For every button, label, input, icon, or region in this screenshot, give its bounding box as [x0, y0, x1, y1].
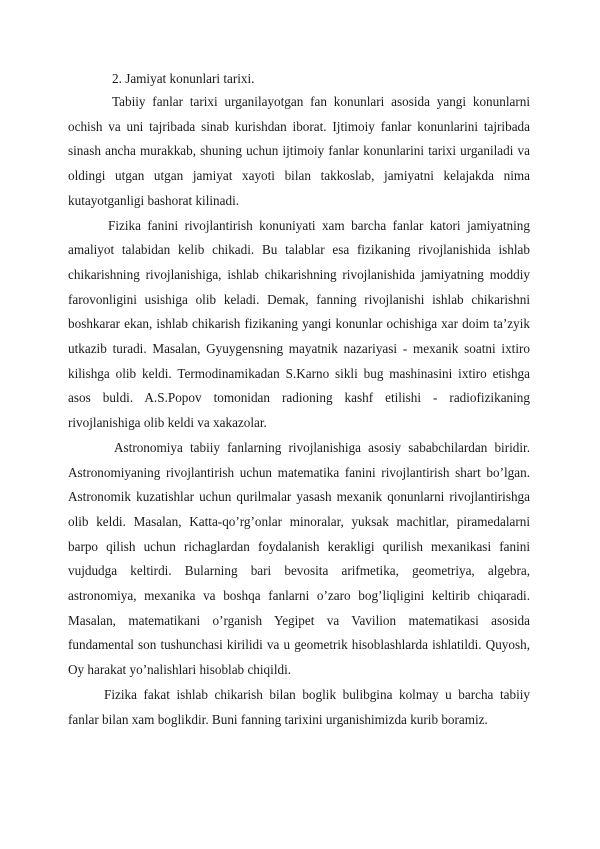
document-page	[68, 68, 530, 732]
paragraph-physics-development: Fizika fanini rivojlantirish konuniyati xam barcha fanlar katori jamiyatning amaliyot talabidan kelib chikadi. Bu talablar esa fizikaning rivojlanishida ishlab chikarishning rivojlanishiga, ishlab chikarishning rivojlanishida jamiyatning moddiy farovonligini usishiga olib keladi. Demak, fanning rivojlanishi ishlab chikarishni boshkarar ekan, ishlab chikarish fizikaning yangi konunlar ochishiga xar doim ta’zyik utkazib turadi. Masalan, Gyuygensning mayatnik nazariyasi - mexanik soatni ixtiro kilishga olib keldi. Termodinamikadan S.Karno sikli bug mashinasini ixtiro etishga asos buldi. A.S.Popov tomonidan radioning kashf etilishi - radiofizikaning rivojlanishiga olib keldi va xakazolar.	[68, 217, 530, 431]
paragraph-astronomy: Astronomiya tabiiy fanlarning rivojlanishiga asosiy sababchilardan biridir. Astronomiyaning rivojlantirish uchun matematika fanini rivojlantirish shart bo’lgan. Astronomik kuzatishlar uchun qurilmalar yasash mexanik qonunlarni rivojlantirishga olib keldi. Masalan, Katta-qo’rg’onlar minoralar, yuksak machitlar, piramedalarni barpo qilish uchun richaglardan foydalanish kerakligi qurilish mexanikasi fanini vujdudga keltirdi. Bularning bari bevosita arifmetika, geometriya, algebra, astronomiya, mexanika va boshqa fanlarni o’zaro bog’liqligini keltirib chiqaradi. Masalan, matematikani o’rganish Yegipet va Vavilion matematikasi asosida fundamental son tushunchasi kirilidi va u geometrik hisoblashlarda ishlatildi. Quyosh, Oy harakat yo’nalishlari hisoblab chiqildi.	[68, 439, 530, 678]
paragraph-natural-sciences-history: Tabiiy fanlar tarixi urganilayotgan fan konunlari asosida yangi konunlarni ochish va uni tajribada sinab kurishdan iborat. Ijtimoiy fanlar konunlarini tajribada sinash ancha murakkab, shuning uchun ijtimoiy fanlar konunlarini tarixi urganiladi va oldingi utgan utgan jamiyat xayoti bilan takkoslab, jamiyatni kelajakda nima kutayotganligi bashorat kilinadi.	[68, 94, 530, 208]
section-heading: 2. Jamiyat konunlari tarixi.	[112, 71, 255, 86]
paragraph-physics-connections: Fizika fakat ishlab chikarish bilan boglik bulibgina kolmay u barcha tabiiy fanlar bilan xam boglikdir. Buni fanning tarixini urganishimizda kurib boramiz.	[68, 686, 530, 727]
